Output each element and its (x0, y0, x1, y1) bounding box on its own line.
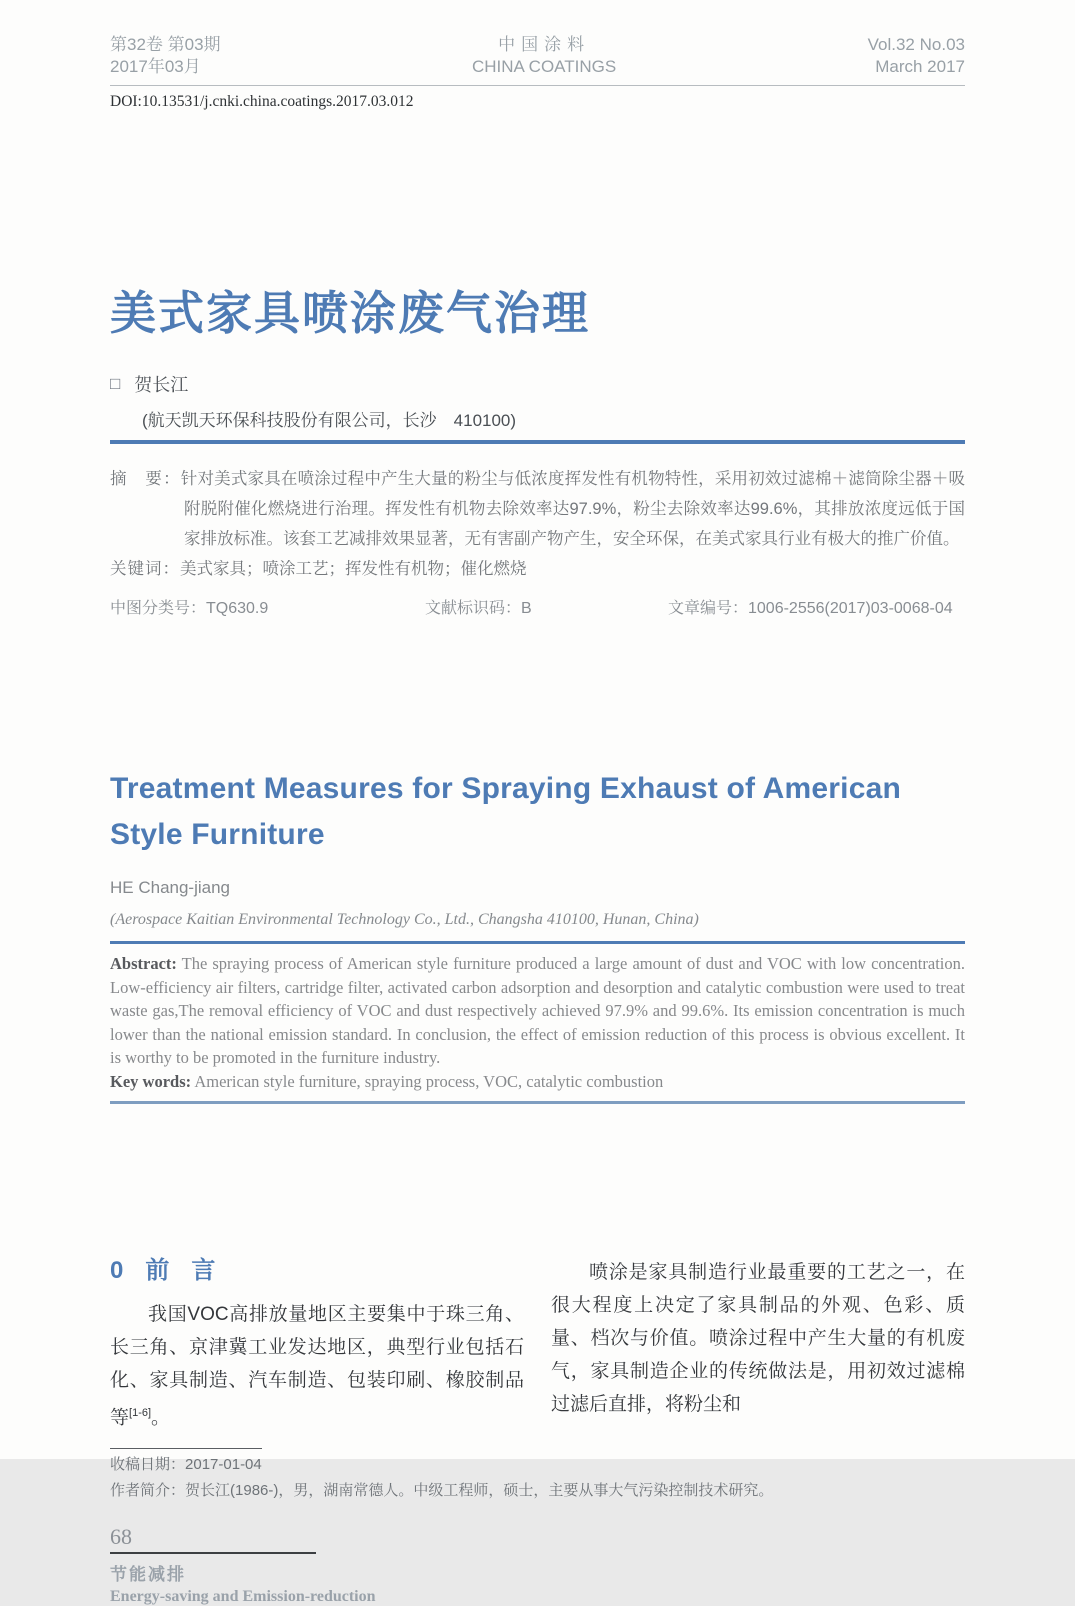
section-0-title: 前言 (145, 1257, 238, 1284)
title-divider-rule (110, 440, 965, 444)
abstract-cn-text: 针对美式家具在喷涂过程中产生大量的粉尘与低浓度挥发性有机物特性，采用初效过滤棉＋滤筒除尘器＋吸附脱附催化燃烧进行治理。挥发性有机物去除效率达97.9%，粉尘去除效率达99.6%，其排放浓度远低于国家排放标准。该套工艺减排效果显著，无有害副产物产生，安全环保，在美式家具行业有极大的推广价值。 (180, 470, 966, 548)
classification-row (110, 595, 965, 618)
abstract-en-top-rule (110, 941, 965, 944)
document-code: 文献标识码：B (425, 600, 532, 617)
author-bio-line (110, 1478, 965, 1504)
bio-text: 贺长江(1986-)，男，湖南常德人。中级工程师，硕士，主要从事大气污染控制技术研究。 (185, 1482, 774, 1500)
date-cn: 2017年03月 (110, 57, 201, 76)
column-left (110, 1250, 524, 1434)
journal-masthead (110, 34, 965, 78)
paragraph-intro-left (110, 1298, 524, 1434)
bio-label: 作者简介： (110, 1482, 186, 1500)
doi-line: DOI:10.13531/j.cnki.china.coatings.2017.03.012 (110, 93, 414, 110)
received-label: 收稿日期： (110, 1456, 186, 1474)
date-en: March 2017 (875, 57, 965, 76)
abstract-en-block (110, 952, 965, 1070)
abstract-cn-label: 摘 要： (110, 470, 181, 488)
article-title-en: Treatment Measures for Spraying Exhaust of American Style Furniture (110, 772, 901, 851)
column-right (551, 1250, 965, 1434)
masthead-divider (110, 85, 965, 86)
article-title-cn: 美式家具喷涂废气治理 (110, 287, 590, 339)
volume-issue-en: Vol.32 No.03 (867, 35, 965, 54)
keywords-cn (110, 554, 965, 584)
page-footer (110, 1524, 965, 1606)
keywords-en-text: American style furniture, spraying process, VOC, catalytic combustion (191, 1071, 664, 1091)
abstract-en-label: Abstract: (110, 954, 177, 973)
received-date-line (110, 1452, 965, 1478)
masthead-volume-en (868, 34, 965, 78)
body-columns (110, 1250, 965, 1434)
affiliation-en: (Aerospace Kaitian Environmental Technology Co., Ltd., Changsha 410100, Hunan, China) (110, 911, 699, 928)
footnote-rule (110, 1448, 262, 1449)
masthead-volume-cn (110, 34, 221, 78)
section-0-heading (110, 1250, 524, 1285)
author-name-cn: 贺长江 (134, 375, 189, 395)
keywords-en-block (110, 1070, 965, 1094)
paragraph-intro-left-end: 。 (151, 1407, 171, 1429)
keywords-en-label: Key words: (110, 1071, 192, 1091)
masthead-journal-name (472, 34, 616, 78)
abstract-en-bottom-rule (110, 1101, 965, 1104)
abstract-cn (110, 464, 965, 554)
abstract-en-text: The spraying process of American style furniture produced a large amount of dust and VOC with low concentration. Low-efficiency air filters, cartridge filter, activated carbon adsorption and desorption and catalytic combustion were used to treat waste gas,The removal efficiency of VOC and dust respectively achieved 97.9% and 99.6%. Its emission concentration is much lower than the national emission standard. In conclusion, the effect of emission reduction of this process is obvious excellent. It is worthy to be promoted in the furniture industry. (110, 954, 965, 1067)
author-row (110, 371, 965, 397)
section-0-number: 0 (110, 1257, 124, 1284)
footnote-block (110, 1448, 965, 1504)
clc-number: 中图分类号：TQ630.9 (110, 600, 269, 617)
journal-name-en: CHINA COATINGS (471, 57, 617, 76)
keywords-cn-text: 美式家具；喷涂工艺；挥发性有机物；催化燃烧 (180, 560, 527, 578)
keywords-cn-label: 关键词： (110, 560, 180, 578)
column-title-en: Energy-saving and Emission-reduction (110, 1588, 376, 1606)
received-date: 2017-01-04 (185, 1456, 262, 1474)
page-number: 68 (110, 1524, 132, 1550)
citation-ref: [1-6] (129, 1407, 152, 1419)
journal-name-cn: 中国涂料 (498, 35, 591, 54)
abstract-cn-block (110, 464, 965, 584)
author-marker-icon: □ (110, 374, 121, 393)
footer-rule (110, 1552, 316, 1554)
column-title-cn: 节能减排 (110, 1565, 186, 1585)
affiliation-cn: (航天凯天环保科技股份有限公司，长沙 410100) (142, 411, 517, 430)
paragraph-intro-left-text: 我国VOC高排放量地区主要集中于珠三角、长三角、京津冀工业发达地区，典型行业包括石化、家具制造、汽车制造、包装印刷、橡胶制品等 (110, 1304, 524, 1429)
volume-issue-cn: 第32卷 第03期 (110, 35, 221, 54)
article-id: 文章编号：1006-2556(2017)03-0068-04 (668, 600, 953, 617)
paragraph-intro-right: 喷涂是家具制造行业最重要的工艺之一，在很大程度上决定了家具制品的外观、色彩、质量、档次与价值。喷涂过程中产生大量的有机废气，家具制造企业的传统做法是，用初效过滤棉过滤后直排，将粉尘和 (551, 1262, 965, 1415)
author-name-en: HE Chang-jiang (110, 878, 231, 897)
